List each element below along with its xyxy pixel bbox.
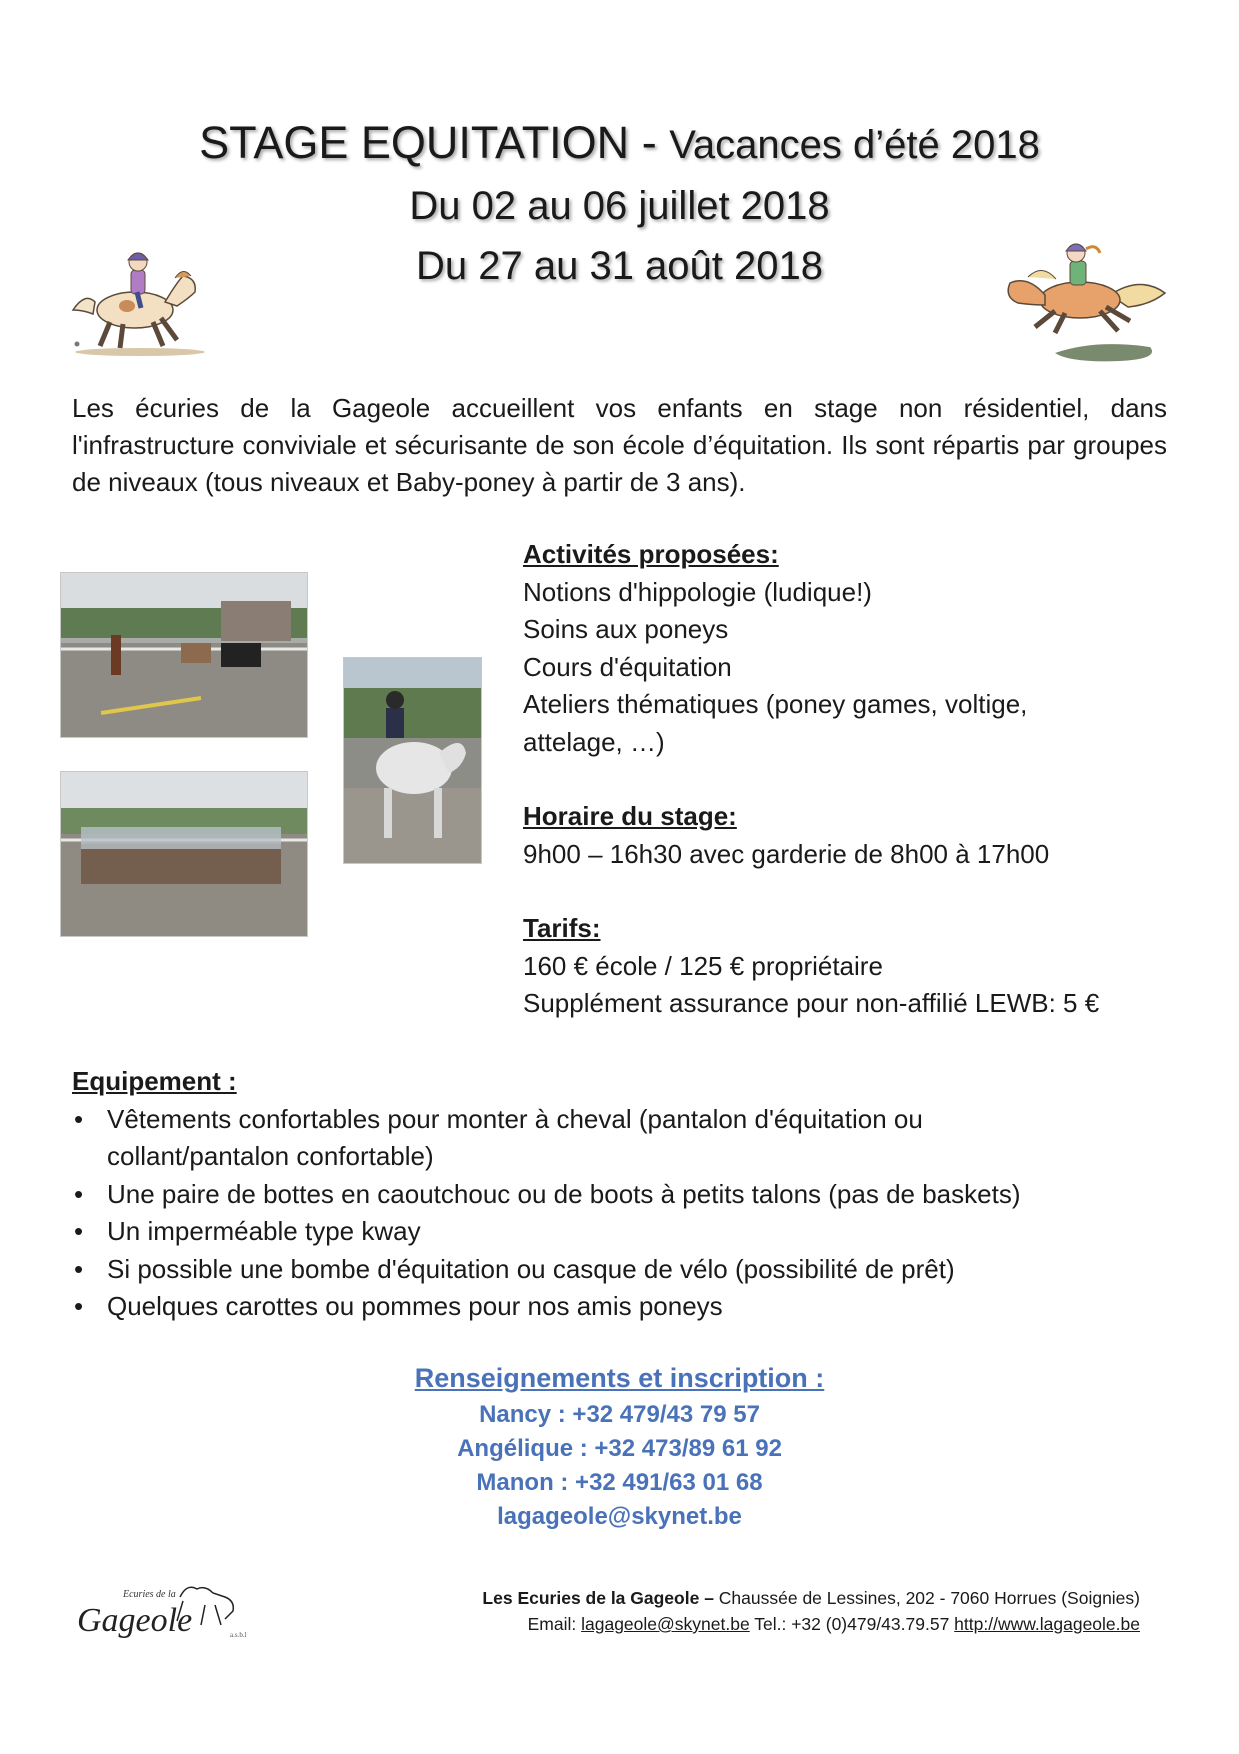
- equipment-section: [72, 1063, 1182, 1326]
- schedule-text: 9h00 – 16h30 avec garderie de 8h00 à 17h00: [523, 838, 1050, 869]
- cartoon-pony-right-illustration: [1000, 235, 1170, 365]
- prices-section: [523, 910, 1183, 1023]
- activities-section: [523, 536, 1183, 761]
- insurance-line: Supplément assurance pour non-affilié LEWB: 5 €: [523, 988, 1100, 1018]
- footer-address-line: [330, 1585, 1140, 1611]
- schedule-heading: Horaire du stage:: [523, 801, 737, 831]
- footer-email-link[interactable]: lagageole@skynet.be: [581, 1614, 750, 1634]
- footer-website-link[interactable]: http://www.lagageole.be: [954, 1614, 1140, 1634]
- footer-address: Chaussée de Lessines, 202 - 7060 Horrues (Soignies): [713, 1588, 1140, 1608]
- title-dash: -: [629, 117, 670, 168]
- date-line-july: Du 02 au 06 juillet 2018: [409, 184, 830, 228]
- footer: [330, 1585, 1140, 1637]
- activity-item: Notions d'hippologie (ludique!): [523, 576, 872, 607]
- footer-contact-line: Email: lagageole@skynet.be Tel.: +32 (0)479/43.79.57 http://www.lagageole.be: [527, 1614, 1140, 1634]
- activity-item: Ateliers thématiques (poney games, voltige, attelage, …): [523, 689, 1028, 757]
- list-item: • Quelques carottes ou pommes pour nos amis poneys: [74, 1291, 723, 1321]
- equipment-heading: Equipement :: [72, 1066, 237, 1096]
- list-item: • Un imperméable type kway: [74, 1216, 421, 1246]
- schedule-section: [523, 798, 1183, 873]
- contact-phone-angelique[interactable]: Angélique : +32 473/89 61 92: [457, 1435, 782, 1462]
- intro-paragraph: Les écuries de la Gageole accueillent vos enfants en stage non résidentiel, dans l'infrastructure conviviale et sécurisante de son école d’équitation. Ils sont répartis par groupes de niveaux (tous niveaux et Baby-poney à partir de 3 ans).: [72, 393, 1167, 497]
- list-item: • Si possible une bombe d'équitation ou casque de vélo (possibilité de prêt): [74, 1253, 955, 1284]
- activity-item: Cours d'équitation: [523, 651, 732, 682]
- contact-section: [0, 1358, 1239, 1534]
- activity-item: Soins aux poneys: [523, 614, 729, 644]
- activities-heading: Activités proposées:: [523, 539, 779, 569]
- prices-heading: Tarifs:: [523, 913, 601, 943]
- photo-grey-horse: [343, 657, 482, 864]
- logo-name: Gageole: [77, 1602, 193, 1639]
- title-sub: Vacances d’été 2018: [669, 123, 1040, 167]
- logo-suffix: a.s.b.l: [230, 1631, 247, 1639]
- logo-small-text: Ecuries de la: [123, 1589, 176, 1600]
- gageole-logo: [75, 1575, 275, 1645]
- equipment-list: [72, 1101, 1182, 1326]
- page-title: [0, 112, 1239, 176]
- contact-heading: Renseignements et inscription :: [414, 1363, 825, 1393]
- contact-phone-manon[interactable]: Manon : +32 491/63 01 68: [476, 1469, 763, 1496]
- price-line: 160 € école / 125 € propriétaire: [523, 950, 883, 981]
- photo-group-children: [60, 771, 308, 937]
- contact-phone-nancy[interactable]: Nancy : +32 479/43 79 57: [479, 1401, 760, 1428]
- date-line-august: Du 27 au 31 août 2018: [415, 244, 823, 288]
- list-item: • Vêtements confortables pour monter à cheval (pantalon d'équitation ou collant/pantalon confortable): [74, 1103, 923, 1171]
- list-item: • Une paire de bottes en caoutchouc ou de boots à petits talons (pas de baskets): [74, 1178, 1021, 1209]
- contact-email[interactable]: lagageole@skynet.be: [497, 1503, 742, 1530]
- footer-org: Les Ecuries de la Gageole –: [482, 1588, 714, 1608]
- title-main: STAGE EQUITATION: [199, 117, 630, 168]
- cartoon-pony-left-illustration: [65, 232, 215, 357]
- footer-phone: Tel.: +32 (0)479/43.79.57: [749, 1614, 955, 1634]
- photo-riding-arena: [60, 572, 308, 738]
